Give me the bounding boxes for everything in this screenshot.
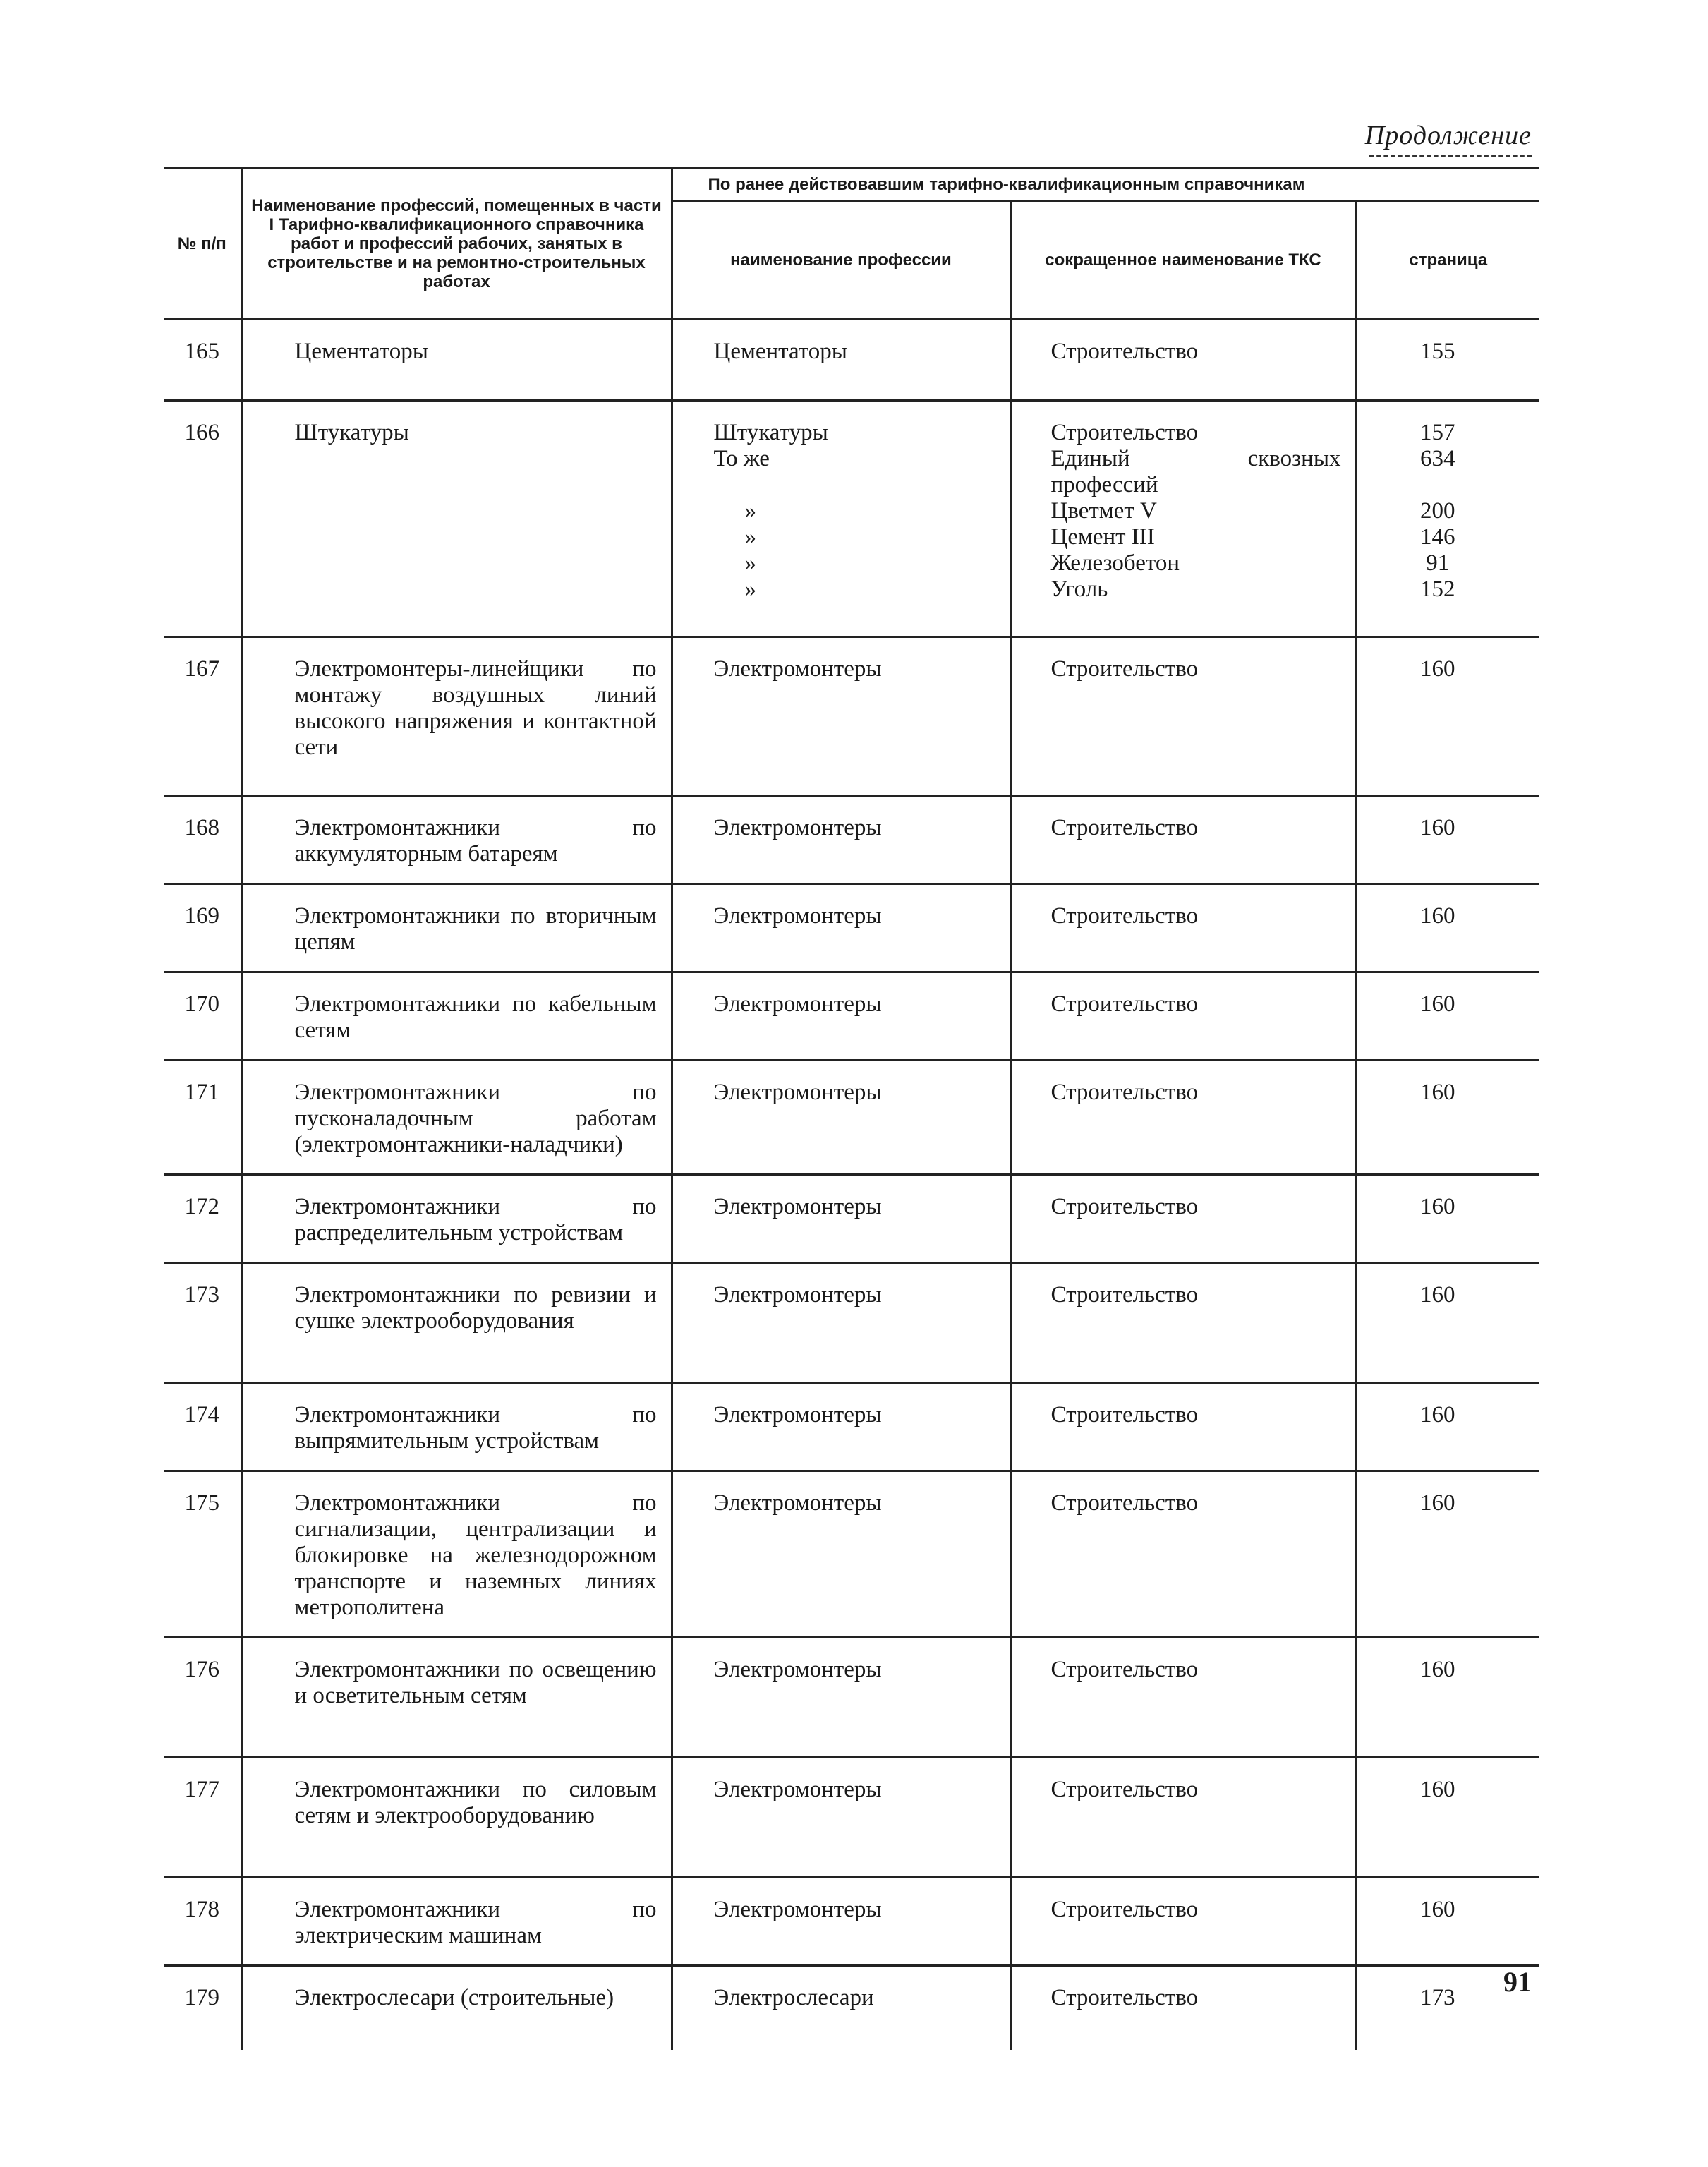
row-profession-name: Электромонтажники по вторичным цепям bbox=[241, 883, 672, 972]
row-tks-name: Строительство bbox=[1010, 1262, 1356, 1382]
table-row bbox=[164, 319, 1539, 400]
row-page: 160 bbox=[1356, 795, 1539, 883]
tks-line: Цветмет V bbox=[1050, 497, 1157, 524]
row-profession-name: Электромонтажники по кабельным сетям bbox=[241, 972, 672, 1060]
continuation-rule bbox=[1369, 155, 1532, 157]
table-row bbox=[164, 1060, 1539, 1174]
row-page: 173 bbox=[1356, 1965, 1539, 2050]
row-tks-name: Строительство bbox=[1010, 1174, 1356, 1262]
row-number: 178 bbox=[164, 1877, 241, 1965]
row-number: 172 bbox=[164, 1174, 241, 1262]
row-tks-name: Строительство bbox=[1010, 1877, 1356, 1965]
row-profession-name: Электромонтажники по сигнализации, централизации и блокировке на железнодорожном транспорте и наземных линиях метрополитена bbox=[241, 1471, 672, 1637]
page-line: 152 bbox=[1420, 576, 1455, 602]
row-profession-name: Электромонтеры-линейщики по монтажу воздушных линий высокого напряжения и контактной сети bbox=[241, 636, 672, 795]
table-row bbox=[164, 1382, 1539, 1471]
table-row bbox=[164, 795, 1539, 883]
row-profession-name: Электромонтажники по электрическим машинам bbox=[241, 1877, 672, 1965]
row-number: 169 bbox=[164, 883, 241, 972]
row-profession-name: Электромонтажники по пусконаладочным работам (электромонтажники-наладчики) bbox=[241, 1060, 672, 1174]
page-line: 146 bbox=[1420, 524, 1455, 550]
professions-table bbox=[164, 167, 1539, 2050]
row-number: 174 bbox=[164, 1382, 241, 1471]
table-row bbox=[164, 1262, 1539, 1382]
row-profession-name: Цементаторы bbox=[241, 319, 672, 400]
table-row bbox=[164, 400, 1539, 636]
prev-profession-line: Штукатуры bbox=[713, 419, 828, 445]
table-header bbox=[164, 168, 1539, 319]
line-spacer bbox=[1357, 472, 1519, 498]
row-number: 171 bbox=[164, 1060, 241, 1174]
row-number: 179 bbox=[184, 1984, 219, 2010]
row-page: 160 bbox=[1356, 1471, 1539, 1637]
row-page: 160 bbox=[1356, 883, 1539, 972]
row-page: 160 bbox=[1356, 1262, 1539, 1382]
header-previous-handbooks: По ранее действовавшим тарифно-квалификационным справочникам bbox=[672, 168, 1539, 200]
row-profession-name: Электромонтажники по ревизии и сушке электрооборудования bbox=[241, 1262, 672, 1382]
row-profession-name: Электромонтажники по освещению и осветительным сетям bbox=[241, 1637, 672, 1757]
prev-profession-line: » bbox=[744, 524, 756, 550]
table-row bbox=[164, 636, 1539, 795]
header-number: № п/п bbox=[164, 168, 241, 319]
row-page: 160 bbox=[1356, 1174, 1539, 1262]
row-page: 160 bbox=[1356, 1060, 1539, 1174]
page-number: 91 bbox=[1503, 1966, 1532, 1998]
row-number: 167 bbox=[164, 636, 241, 795]
header-profession-name: Наименование профессий, помещенных в части I Тарифно-квалификационного справочника работ и профессий рабочих, занятых в строительстве и на ремонтно-строительных работах bbox=[241, 168, 672, 319]
row-profession-name: Электромонтажники по выпрямительным устройствам bbox=[241, 1382, 672, 1471]
table-body bbox=[164, 319, 1539, 2050]
row-tks-name bbox=[1010, 400, 1356, 636]
prev-profession-line: То же bbox=[713, 445, 770, 471]
tks-line: Строительство bbox=[1050, 419, 1199, 445]
row-profession-name: Электромонтажники по распределительным устройствам bbox=[241, 1174, 672, 1262]
tks-line: Цемент III bbox=[1050, 524, 1155, 550]
table-row bbox=[164, 1965, 1539, 2050]
table-row bbox=[164, 1637, 1539, 1757]
row-page: 160 bbox=[1356, 1877, 1539, 1965]
row-number: 176 bbox=[164, 1637, 241, 1757]
row-prev-profession: Электромонтеры bbox=[672, 972, 1010, 1060]
header-tks-short-name: сокращенное наименование ТКС bbox=[1010, 200, 1356, 319]
page-line: 200 bbox=[1420, 497, 1455, 524]
row-prev-profession: Электромонтеры bbox=[672, 1174, 1010, 1262]
row-tks-name: Строительство bbox=[1010, 1471, 1356, 1637]
row-profession-name: Штукатуры bbox=[241, 400, 672, 636]
page-line: 157 bbox=[1420, 419, 1455, 445]
row-profession-name: Электромонтажники по аккумуляторным батареям bbox=[241, 795, 672, 883]
row-tks-name: Строительство bbox=[1010, 1965, 1356, 2050]
row-prev-profession: Электромонтеры bbox=[672, 795, 1010, 883]
row-tks-name: Строительство bbox=[1010, 1382, 1356, 1471]
row-tks-name: Строительство bbox=[1010, 883, 1356, 972]
row-number: 168 bbox=[164, 795, 241, 883]
prev-profession-line: » bbox=[744, 550, 756, 576]
row-number: 166 bbox=[164, 400, 241, 636]
row-page: 155 bbox=[1356, 319, 1539, 400]
row-page: 160 bbox=[1356, 972, 1539, 1060]
row-number: 170 bbox=[164, 972, 241, 1060]
continuation-label: Продолжение bbox=[1364, 121, 1532, 150]
row-prev-profession bbox=[672, 400, 1010, 636]
table-row bbox=[164, 1174, 1539, 1262]
table-row bbox=[164, 1471, 1539, 1637]
row-number: 173 bbox=[164, 1262, 241, 1382]
row-prev-profession: Электромонтеры bbox=[672, 883, 1010, 972]
row-prev-profession: Электромонтеры bbox=[672, 1382, 1010, 1471]
tks-line: Железобетон bbox=[1050, 550, 1180, 576]
row-prev-profession: Электромонтеры bbox=[672, 1060, 1010, 1174]
tks-line: Единый сквозных профессий bbox=[1050, 445, 1341, 497]
line-spacer bbox=[714, 472, 995, 498]
header-page: страница bbox=[1356, 200, 1539, 319]
row-tks-name: Строительство bbox=[1010, 319, 1356, 400]
table-row bbox=[164, 883, 1539, 972]
tks-line: Уголь bbox=[1050, 576, 1108, 602]
row-number: 177 bbox=[164, 1757, 241, 1877]
row-prev-profession: Электромонтеры bbox=[672, 1877, 1010, 1965]
row-prev-profession: Электромонтеры bbox=[672, 1637, 1010, 1757]
row-prev-profession: Электромонтеры bbox=[672, 1471, 1010, 1637]
row-profession-name: Электромонтажники по силовым сетям и электрооборудованию bbox=[241, 1757, 672, 1877]
header-prev-profession: наименование профессии bbox=[672, 200, 1010, 319]
row-page: 160 bbox=[1356, 1757, 1539, 1877]
prev-profession-line: » bbox=[744, 497, 756, 524]
row-tks-name: Строительство bbox=[1010, 795, 1356, 883]
prev-profession-line: » bbox=[744, 576, 756, 602]
table-row bbox=[164, 1757, 1539, 1877]
table-row bbox=[164, 972, 1539, 1060]
page-line: 91 bbox=[1426, 550, 1450, 576]
row-number: 175 bbox=[164, 1471, 241, 1637]
row-tks-name: Строительство bbox=[1010, 1060, 1356, 1174]
row-prev-profession: Цементаторы bbox=[672, 319, 1010, 400]
row-page: 160 bbox=[1356, 1382, 1539, 1471]
row-page: 160 bbox=[1356, 1637, 1539, 1757]
row-profession-name: Электрослесари (строительные) bbox=[241, 1965, 672, 2050]
row-page: 160 bbox=[1356, 636, 1539, 795]
table-row bbox=[164, 1877, 1539, 1965]
page-line: 634 bbox=[1420, 445, 1455, 471]
row-prev-profession: Электрослесари bbox=[672, 1965, 1010, 2050]
row-number: 165 bbox=[164, 319, 241, 400]
row-tks-name: Строительство bbox=[1010, 972, 1356, 1060]
row-tks-name: Строительство bbox=[1010, 1757, 1356, 1877]
row-prev-profession: Электромонтеры bbox=[672, 636, 1010, 795]
row-prev-profession: Электромонтеры bbox=[672, 1757, 1010, 1877]
row-tks-name: Строительство bbox=[1010, 636, 1356, 795]
row-page bbox=[1356, 400, 1539, 636]
row-prev-profession: Электромонтеры bbox=[672, 1262, 1010, 1382]
row-tks-name: Строительство bbox=[1010, 1637, 1356, 1757]
